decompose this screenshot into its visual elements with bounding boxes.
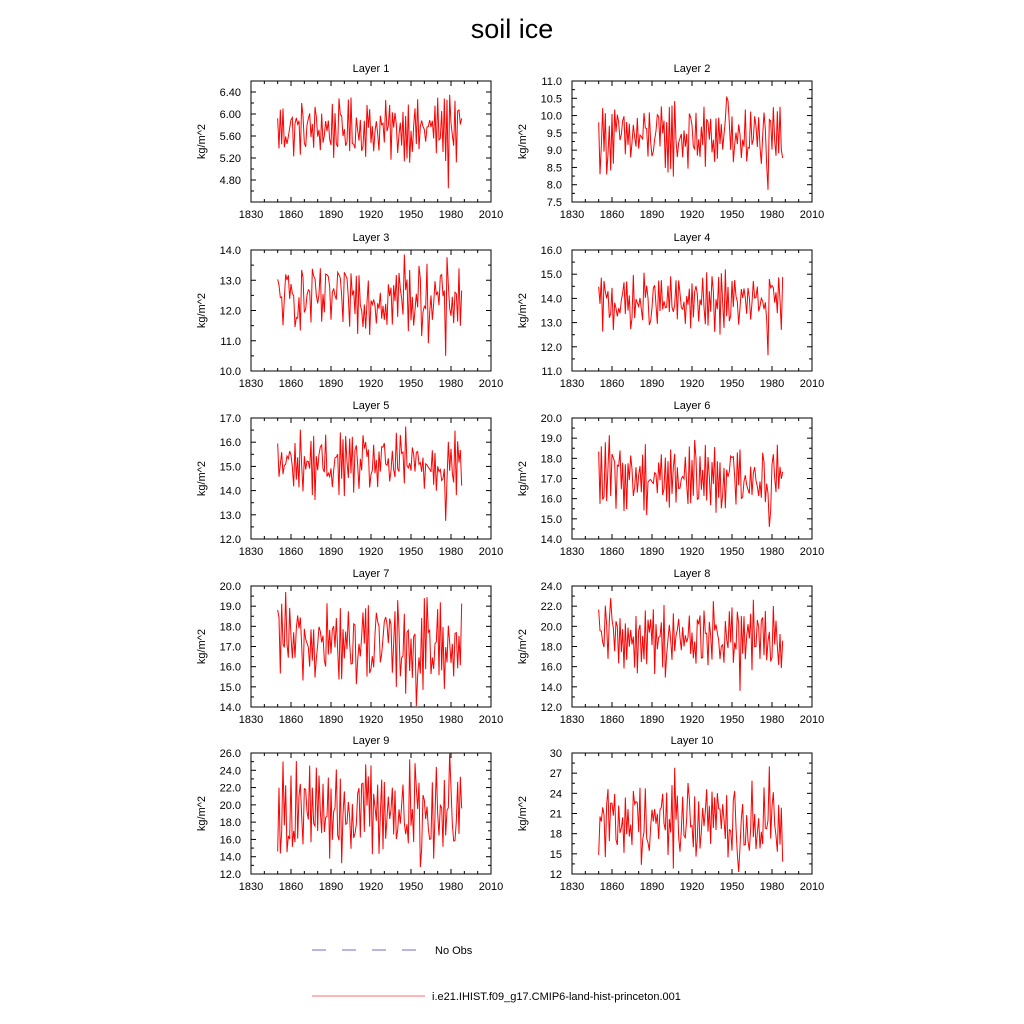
x-tick-label: 1920 <box>679 209 705 221</box>
x-tick-label: 1890 <box>318 881 344 893</box>
y-tick-label: 16.0 <box>540 493 562 506</box>
x-tick-label: 1860 <box>278 881 304 893</box>
panel-9 <box>196 735 503 893</box>
series-line <box>599 97 783 190</box>
series-line <box>599 598 783 691</box>
y-tick-label: 15.0 <box>540 269 562 282</box>
y-tick-label: 12.0 <box>540 341 562 354</box>
x-tick-label: 1830 <box>238 714 264 726</box>
x-tick-label: 1830 <box>238 881 264 893</box>
x-tick-label: 1890 <box>639 881 665 893</box>
y-axis-label: kg/m^2 <box>196 292 208 329</box>
x-tick-label: 1950 <box>719 714 745 726</box>
y-tick-label: 13.0 <box>540 317 562 330</box>
panel-6 <box>517 400 824 558</box>
panel-title: Layer 5 <box>352 400 390 412</box>
panel-3 <box>196 232 503 390</box>
x-tick-label: 1980 <box>438 546 464 558</box>
y-tick-label: 22.0 <box>219 782 241 795</box>
series-line <box>278 753 462 867</box>
y-axis-label: kg/m^2 <box>196 795 208 832</box>
x-tick-label: 1950 <box>398 881 424 893</box>
x-tick-label: 2010 <box>799 881 825 893</box>
y-tick-label: 14.0 <box>540 681 562 694</box>
y-tick-label: 14.0 <box>219 245 241 257</box>
y-tick-label: 17.0 <box>540 473 562 486</box>
y-tick-label: 12.0 <box>540 702 562 714</box>
y-tick-label: 19.0 <box>219 601 241 614</box>
y-tick-label: 5.20 <box>219 153 241 165</box>
x-tick-label: 1890 <box>318 714 344 726</box>
x-tick-label: 1980 <box>438 378 464 390</box>
y-tick-label: 20.0 <box>540 621 562 634</box>
x-tick-label: 1920 <box>358 378 384 390</box>
x-tick-label: 1860 <box>278 714 304 726</box>
x-tick-label: 1920 <box>358 546 384 558</box>
y-axis-label: kg/m^2 <box>196 460 208 497</box>
y-tick-label: 14.0 <box>219 851 241 864</box>
panel-title: Layer 10 <box>670 735 714 747</box>
x-tick-label: 1830 <box>559 546 585 558</box>
y-tick-label: 19.0 <box>540 433 562 446</box>
x-tick-label: 1860 <box>278 546 304 558</box>
y-tick-label: 17.0 <box>219 413 241 425</box>
series-line <box>278 255 462 356</box>
y-tick-label: 20.0 <box>219 799 241 812</box>
x-tick-label: 1950 <box>398 546 424 558</box>
y-tick-label: 4.80 <box>219 175 241 187</box>
y-tick-label: 13.0 <box>219 509 241 522</box>
y-tick-label: 18.0 <box>540 641 562 654</box>
y-tick-label: 15.0 <box>540 513 562 526</box>
x-tick-label: 1890 <box>639 209 665 221</box>
x-tick-label: 1860 <box>599 209 625 221</box>
y-tick-label: 7.5 <box>546 197 562 209</box>
x-tick-label: 1920 <box>679 546 705 558</box>
x-tick-label: 2010 <box>478 378 504 390</box>
legend-label: i.e21.IHIST.f09_g17.CMIP6-land-hist-princeton.001 <box>432 991 681 1003</box>
x-tick-label: 1950 <box>719 209 745 221</box>
x-tick-label: 1950 <box>719 546 745 558</box>
figure-title: soil ice <box>470 14 554 44</box>
y-tick-label: 9.0 <box>546 145 562 158</box>
x-tick-label: 2010 <box>799 209 825 221</box>
y-tick-label: 20.0 <box>219 581 241 593</box>
panel-title: Layer 7 <box>352 568 390 580</box>
y-tick-label: 12.0 <box>219 534 241 546</box>
x-tick-label: 2010 <box>478 714 504 726</box>
y-tick-label: 14.0 <box>219 485 241 498</box>
y-tick-label: 15 <box>549 848 562 861</box>
x-tick-label: 1890 <box>639 546 665 558</box>
panel-4 <box>517 232 824 390</box>
x-tick-label: 1980 <box>438 209 464 221</box>
x-tick-label: 2010 <box>799 714 825 726</box>
y-tick-label: 14.0 <box>540 534 562 546</box>
panel-7 <box>196 568 503 726</box>
y-tick-label: 10.5 <box>540 93 562 106</box>
x-tick-label: 1830 <box>559 209 585 221</box>
x-tick-label: 1980 <box>438 881 464 893</box>
x-tick-label: 1830 <box>559 881 585 893</box>
x-tick-label: 2010 <box>799 546 825 558</box>
x-tick-label: 1860 <box>599 546 625 558</box>
x-tick-label: 1980 <box>438 714 464 726</box>
panel-title: Layer 3 <box>352 232 390 244</box>
x-tick-label: 1890 <box>318 546 344 558</box>
x-tick-label: 2010 <box>478 209 504 221</box>
y-tick-label: 11.0 <box>541 366 562 378</box>
series-line <box>278 426 462 520</box>
y-axis-label: kg/m^2 <box>517 628 529 665</box>
panel-1 <box>196 63 503 221</box>
y-tick-label: 11.0 <box>541 76 562 88</box>
x-tick-label: 1860 <box>599 881 625 893</box>
y-tick-label: 15.0 <box>219 681 241 694</box>
y-tick-label: 18.0 <box>219 817 241 830</box>
y-tick-label: 16.0 <box>540 245 562 257</box>
x-tick-label: 1980 <box>759 881 785 893</box>
x-tick-label: 1890 <box>318 378 344 390</box>
y-axis-label: kg/m^2 <box>517 795 529 832</box>
y-tick-label: 16.0 <box>219 834 241 847</box>
y-tick-label: 13.0 <box>219 275 241 288</box>
y-tick-label: 8.5 <box>546 162 562 175</box>
x-tick-label: 1860 <box>278 378 304 390</box>
x-tick-label: 1860 <box>599 714 625 726</box>
x-tick-label: 1890 <box>318 209 344 221</box>
y-tick-label: 12 <box>549 869 562 881</box>
plot-frame <box>572 753 812 874</box>
panel-title: Layer 8 <box>673 568 711 580</box>
y-tick-label: 18.0 <box>540 453 562 466</box>
x-tick-label: 1950 <box>398 209 424 221</box>
y-tick-label: 6.40 <box>219 87 241 99</box>
x-tick-label: 1920 <box>679 378 705 390</box>
series-line <box>278 95 462 189</box>
y-tick-label: 17.0 <box>219 641 241 654</box>
legend <box>312 945 681 1003</box>
x-tick-label: 1860 <box>599 378 625 390</box>
y-tick-label: 24.0 <box>219 765 241 778</box>
y-axis-label: kg/m^2 <box>517 123 529 160</box>
x-tick-label: 1950 <box>398 378 424 390</box>
y-tick-label: 18.0 <box>219 621 241 634</box>
y-tick-label: 11.0 <box>220 335 241 348</box>
x-tick-label: 1920 <box>679 881 705 893</box>
panel-title: Layer 6 <box>673 400 711 412</box>
y-tick-label: 9.5 <box>546 127 562 140</box>
x-tick-label: 1920 <box>358 881 384 893</box>
y-tick-label: 12.0 <box>219 305 241 318</box>
x-tick-label: 1830 <box>559 714 585 726</box>
x-tick-label: 2010 <box>478 881 504 893</box>
y-tick-label: 27 <box>549 768 562 781</box>
panel-10 <box>517 735 824 893</box>
series-line <box>278 592 462 706</box>
x-tick-label: 1980 <box>759 209 785 221</box>
y-tick-label: 8.0 <box>546 179 562 192</box>
y-tick-label: 22.0 <box>540 601 562 614</box>
panel-title: Layer 4 <box>673 232 711 244</box>
y-tick-label: 16.0 <box>540 661 562 674</box>
x-tick-label: 1890 <box>639 378 665 390</box>
y-tick-label: 5.60 <box>219 131 241 143</box>
y-axis-label: kg/m^2 <box>517 292 529 329</box>
x-tick-label: 1860 <box>278 209 304 221</box>
panel-2 <box>517 63 824 221</box>
panel-8 <box>517 568 824 726</box>
y-tick-label: 24 <box>549 788 562 801</box>
y-tick-label: 10.0 <box>540 110 562 123</box>
series-line <box>599 766 783 872</box>
series-line <box>599 435 783 527</box>
y-tick-label: 30 <box>549 748 562 760</box>
x-tick-label: 1830 <box>238 209 264 221</box>
x-tick-label: 1950 <box>719 378 745 390</box>
series-line <box>599 269 783 355</box>
y-tick-label: 14.0 <box>219 702 241 714</box>
plot-frame <box>572 250 812 371</box>
x-tick-label: 1980 <box>759 378 785 390</box>
y-tick-label: 16.0 <box>219 661 241 674</box>
panel-5 <box>196 400 503 558</box>
x-tick-label: 1830 <box>238 546 264 558</box>
panel-title: Layer 1 <box>352 63 390 75</box>
y-axis-label: kg/m^2 <box>196 628 208 665</box>
x-tick-label: 1920 <box>679 714 705 726</box>
y-tick-label: 14.0 <box>540 293 562 306</box>
x-tick-label: 1980 <box>759 714 785 726</box>
y-tick-label: 24.0 <box>540 581 562 593</box>
x-tick-label: 1830 <box>238 378 264 390</box>
y-tick-label: 15.0 <box>219 461 241 474</box>
x-tick-label: 1890 <box>639 714 665 726</box>
x-tick-label: 1950 <box>719 881 745 893</box>
y-tick-label: 6.00 <box>219 109 241 121</box>
x-tick-label: 1920 <box>358 714 384 726</box>
x-tick-label: 1980 <box>759 546 785 558</box>
y-axis-label: kg/m^2 <box>196 123 208 160</box>
y-tick-label: 21 <box>549 808 562 821</box>
y-tick-label: 26.0 <box>219 748 241 760</box>
legend-label: No Obs <box>435 945 473 957</box>
panel-title: Layer 2 <box>673 63 711 75</box>
y-tick-label: 10.0 <box>219 366 241 378</box>
x-tick-label: 1830 <box>559 378 585 390</box>
y-tick-label: 18 <box>549 828 562 841</box>
panel-title: Layer 9 <box>352 735 390 747</box>
y-axis-label: kg/m^2 <box>517 460 529 497</box>
x-tick-label: 2010 <box>799 378 825 390</box>
y-tick-label: 12.0 <box>219 869 241 881</box>
x-tick-label: 2010 <box>478 546 504 558</box>
y-tick-label: 16.0 <box>219 437 241 450</box>
x-tick-label: 1950 <box>398 714 424 726</box>
x-tick-label: 1920 <box>358 209 384 221</box>
y-tick-label: 20.0 <box>540 413 562 425</box>
